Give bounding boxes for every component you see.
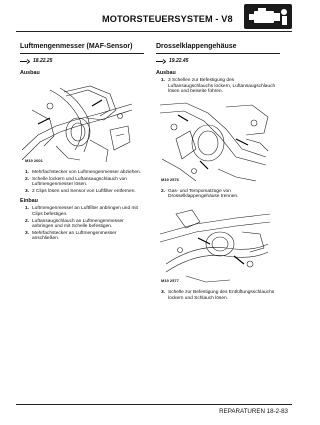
step-number: 1. <box>24 170 29 175</box>
step-number: 2. <box>24 218 29 224</box>
repair-ref-number: 18.22.25 <box>33 58 53 64</box>
wrench-ref-icon <box>156 59 166 64</box>
step-number: 3. <box>160 289 165 295</box>
engine-system-icon <box>244 4 292 29</box>
ausbau-steps <box>20 170 144 194</box>
repair-ref <box>20 58 144 64</box>
section-divider <box>20 53 144 54</box>
left-column <box>20 36 144 243</box>
step-item <box>20 189 144 195</box>
page-footer: REPARATUREN 18-2-83 <box>219 408 288 415</box>
figure-label: M19 2576 <box>161 176 179 182</box>
section-divider <box>156 53 280 54</box>
throttle-hose-illustration <box>156 99 274 185</box>
step-item <box>20 177 144 188</box>
step-text: Schelle zur Befestigung des Entlüftungsschlauchs lockern und Schlauch lösen. <box>168 289 275 301</box>
maf-sensor-figure <box>20 80 134 166</box>
throttle-hose-figure <box>156 99 274 185</box>
figure-label: M19 2601 <box>25 158 43 163</box>
step-text: Schelle lockern und Luftansaugschlauch von Luftmengenmesser lösen. <box>32 176 127 188</box>
step-number: 1. <box>160 78 165 83</box>
step-item <box>156 78 280 95</box>
step-item <box>20 206 144 217</box>
step-item <box>156 189 280 200</box>
section-title-maf: Luftmengenmesser (MAF-Sensor) <box>20 43 133 50</box>
step-item <box>20 170 144 176</box>
step-text: Luftansaugschlauch an Luftmengenmesser anbringen und mit Schelle befestigen. <box>32 218 124 230</box>
section-title-throttle: Drosselklappengehäuse <box>156 43 237 50</box>
step-text: Luftmengenmesser an Luftfilter anbringen und mit Clips befestigen. <box>32 206 138 217</box>
step-text: Mehrfachstecker an Luftmengenmesser anschließen. <box>32 230 117 242</box>
maf-sensor-illustration <box>20 80 134 166</box>
step-number: 3. <box>24 230 29 236</box>
ausbau-label: Ausbau <box>20 70 40 76</box>
step-text: 3 Schellen zur Befestigung des Luftansaugschlauchs lockern, Luftansaugschlauch lösen und beiseite führen. <box>168 78 276 95</box>
ausbau-label: Ausbau <box>156 70 176 76</box>
footer-divider <box>16 404 292 405</box>
step-text: Gas- und Tempomatzüge von Drosselklappengehäuse trennen. <box>168 188 239 200</box>
repair-ref-number: 19.22.45 <box>169 58 189 64</box>
step-number: 2. <box>24 176 29 182</box>
header-divider <box>16 31 292 32</box>
step-number: 3. <box>24 188 29 194</box>
page-header-title: MOTORSTEUERSYSTEM - V8 <box>102 14 233 24</box>
figure-label: M19 2577 <box>161 277 179 283</box>
step-number: 1. <box>24 206 29 212</box>
throttle-cables-figure <box>156 204 274 286</box>
wrench-ref-icon <box>20 59 30 64</box>
step-item <box>156 290 280 301</box>
step-text: Mehrfachstecker von Luftmengenmesser abziehen. <box>32 170 142 175</box>
einbau-steps <box>20 206 144 242</box>
einbau-label: Einbau <box>20 198 38 205</box>
step-text: 2 Clips lösen und Sensor von Luftfilter entfernen. <box>32 188 136 194</box>
throttle-cables-illustration <box>156 204 274 286</box>
step-item <box>20 219 144 230</box>
right-column <box>156 36 280 302</box>
repair-ref <box>156 58 280 64</box>
step-number: 2. <box>160 188 165 194</box>
step-item <box>20 231 144 242</box>
